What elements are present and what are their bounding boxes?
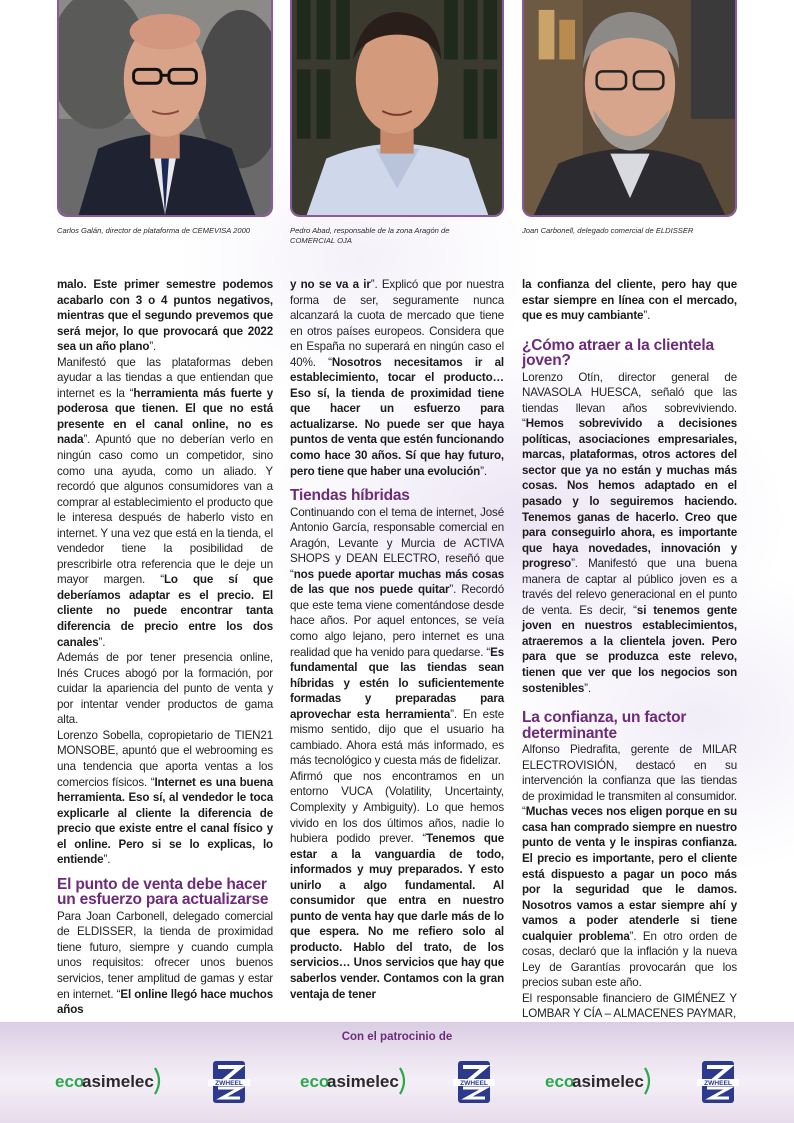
paragraph: Alfonso Piedrafita, gerente de MILAR ELECTROVISIÓN, destacó en su intervención la confianza que las tiendas de proximidad le transmiten al consumidor. “Muchas veces nos eligen porque en su casa han comprado siempre en nuestro punto de venta y le inspiras confianza. El precio es importante, pero el cliente está dispuesto a pagar un poco más por la seguridad que le damos. Nosotros vamos a estar siempre ahí y vamos a poder atenderle si tiene cualquier problema”. En otro orden de cosas, declaró que la inflación y la nueva Ley de Garantías provocarán que los precios suban este año. <box>522 743 738 990</box>
logo-text-eco: eco <box>300 1072 330 1091</box>
paragraph: Para Joan Carbonell, delegado comercial de ELDISSER, la tienda de proximidad tiene futuro, siempre y cuando cumpla unos requisitos: ofrecer unos buenos servicios, tener amplitud de gamas y estar en internet. “El online llegó hace muchos años <box>57 909 273 1017</box>
photo-carlos-galan <box>57 0 273 217</box>
photo-pedro-abad <box>290 0 504 217</box>
paragraph: Lorenzo Sobella, copropietario de TIEN21 MONSOBE, apuntó que el webrooming es una tendencia que aporta ventas a los comercios físicos. “Internet es una buena herramienta. Eso sí, al vendedor le toca explicarle al cliente la diferencia de precio que existe entre el canal físico y el online. Pero si se lo explicas, lo entiende”. <box>57 728 273 867</box>
paragraph: El responsable financiero de GIMÉNEZ Y LOMBAR Y CÍA – ALMACENES PAYMAR, <box>522 991 737 1021</box>
logo-text: ZWHEEL <box>215 1080 243 1088</box>
zwheel-logo <box>453 1058 495 1106</box>
article-column-1 <box>57 277 273 1018</box>
section-heading-clientela-joven: ¿Cómo atraer a la clientela joven? <box>522 336 714 370</box>
paragraph: Lorenzo Otín, director general de NAVASOLA HUESCA, señaló que las tiendas llevan años sobreviviendo. “Hemos sobrevivido a decisiones políticas, asociaciones empresariales, marcas, plataformas, otros actores del sector que ya no están y muchas más cosas. Nos hemos adaptado en el pasado y lo seguiremos haciendo. Tenemos ganas de hacerlo. Creo que para conseguirlo ahora, es importante que haya novedades, innovación y progreso”. Manifestó que una buena manera de captar al público joven es a través del relevo generacional en el punto de venta. Es decir, “si tenemos gente joven en nuestros establecimientos, atraeremos a la clientela joven. Pero para que se produzca este relevo, tienen que ver que los negocios son sostenibles”. <box>522 370 737 695</box>
logo-text-name: asimelec <box>572 1072 644 1091</box>
section-heading-punto-de-venta: El punto de venta debe hacer un esfuerzo para actualizarse <box>57 875 269 909</box>
caption-pedro-abad: Pedro Abad, responsable de la zona Aragón de COMERCIAL OJA <box>290 226 450 245</box>
paragraph: Afirmó que nos encontramos en un entorno VUCA (Volatility, Uncertainty, Complexity y Ambiguity). Lo que hemos vivido en los dos últimos años, nadie lo hubiera podido prever. “Tenemos que estar a la vanguardia de todo, informados y muy preparados. Y esto unirlo a algo fundamental. Al consumidor que entra en nuestro punto de venta hay que darle más de lo que espera. No me refiero solo al producto. Hablo del trato, de los servicios… Unos servicios que hay que saberlos vender. Contamos con la gran ventaja de tener <box>290 769 504 1001</box>
zwheel-logo <box>208 1058 250 1106</box>
paragraph: la confianza del cliente, pero hay que estar siempre en línea con el mercado, que es muy cambiante”. <box>522 278 737 323</box>
ecoasimelec-logo <box>545 1066 655 1096</box>
portrait-image <box>59 0 271 215</box>
article-column-3 <box>522 277 737 1022</box>
section-heading-confianza: La confianza, un factor determinante <box>522 709 687 742</box>
sponsor-title: Con el patrocinio de <box>341 1031 453 1043</box>
paragraph: Además de por tener presencia online, Inés Cruces abogó por la formación, por cuidar la apariencia del punto de venta y por intentar vender productos de gama alta. <box>57 651 273 727</box>
portrait-image <box>524 0 735 215</box>
logo-text-eco: eco <box>545 1072 575 1091</box>
zwheel-logo <box>697 1058 739 1106</box>
logo-text: ZWHEEL <box>704 1080 732 1088</box>
logo-text-name: asimelec <box>327 1072 399 1091</box>
logo-text-name: asimelec <box>82 1072 154 1091</box>
logo-text-eco: eco <box>55 1072 85 1091</box>
paragraph: Manifestó que las plataformas deben ayudar a las tiendas a que entiendan que internet es la “herramienta más fuerte y poderosa que tienen. El que no está presente en el canal online, no es nada”. Apuntó que no deberían verlo en ningún caso como un competidor, sino como una ayuda, como un aliado. Y recordó que algunos consumidores van a comprar al establecimiento el producto que le interesa después de haberlo visto en internet. Y una vez que está en la tienda, el vendedor tiene la posibilidad de prescribirle otra referencia que le deje un mayor margen. “Lo que sí que deberíamos adaptar es el precio. El cliente no puede encontrar tanta diferencia de precio entre los dos canales”. <box>57 355 273 649</box>
portrait-image <box>292 0 502 215</box>
photo-joan-carbonell <box>522 0 737 217</box>
paragraph: y no se va a ir”. Explicó que por nuestra forma de ser, seguramente nunca alcanzará la cuota de mercado que tiene en otros países europeos. Considera que en España no superará en ningún caso el 40%. “Nosotros necesitamos ir al establecimiento, tocar el producto… Eso sí, la tienda de proximidad tiene que hacer un esfuerzo para actualizarse. No puede ser que haya puntos de venta que estén funcionando como hace 30 años. Sí que hay futuro, pero tiene que haber una evolución”. <box>290 278 505 478</box>
caption-carlos-galan: Carlos Galán, director de plataforma de CEMEVISA 2000 <box>57 226 251 235</box>
ecoasimelec-logo <box>55 1066 165 1096</box>
logo-text: ZWHEEL <box>460 1080 488 1088</box>
paragraph: Continuando con el tema de internet, José Antonio García, responsable comercial en Aragón, Levante y Murcia de ACTIVA SHOPS y DEAN ELECTRO, reseñó que “nos puede aportar muchas más cosas de las que nos puede quitar”. Recordó que este tema viene comentándose desde hace años. Por aquel entonces, se veía como algo lejano, pero internet es una realidad que ha venido para quedarse. “Es fundamental que las tiendas sean híbridas y estén lo suficientemente formadas y preparadas para aprovechar esta herramienta”. En este mismo sentido, dijo que el usuario ha cambiado. Ahora está más informado, es más tecnológico y cuesta más de fidelizar. <box>290 505 504 768</box>
caption-joan-carbonell: Joan Carbonell, delegado comercial de ELDISSER <box>522 226 694 235</box>
section-heading-tiendas-hibridas: Tiendas híbridas <box>290 487 410 505</box>
article-column-2 <box>290 277 504 1002</box>
ecoasimelec-logo <box>300 1066 410 1096</box>
paragraph: malo. Este primer semestre podemos acabarlo con 3 o 4 puntos negativos, mientras que el segundo prevemos que será mejor, lo que provocará que 2022 sea un año plano”. <box>57 278 273 354</box>
